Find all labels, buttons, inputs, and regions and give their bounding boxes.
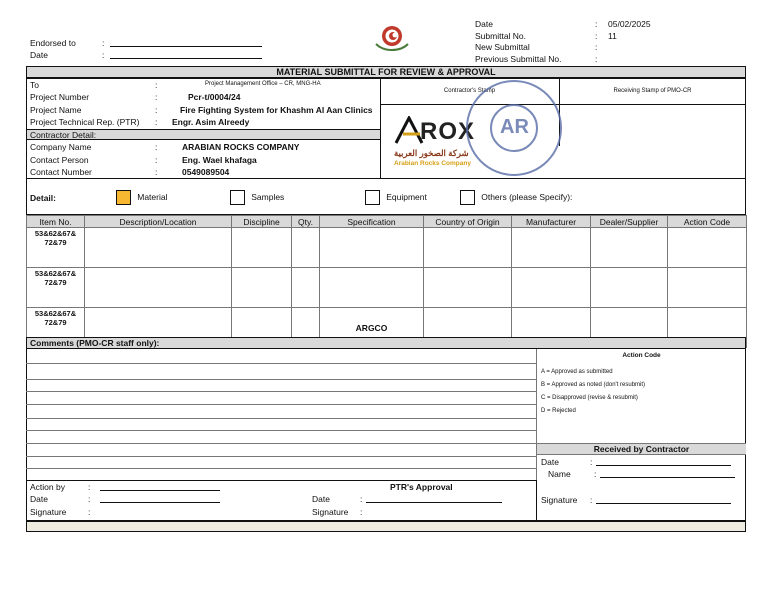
received-signature-label: Signature <box>541 495 578 505</box>
ptr-signature-label: Signature <box>312 507 349 517</box>
footer-signature-label: Signature <box>30 507 67 517</box>
project-name-value: Fire Fighting System for Khashm Al Aan Clinics <box>180 105 373 115</box>
arox-english-name: Arabian Rocks Company <box>394 160 471 167</box>
meta-colon: : <box>595 30 598 41</box>
endorsed-to-label: Endorsed to <box>30 38 76 48</box>
manufacturer-cell[interactable] <box>512 268 591 308</box>
submittal-meta-values <box>608 19 651 42</box>
detail-option-equipment[interactable] <box>365 190 427 205</box>
table-row <box>27 268 747 308</box>
ptr-signature-colon: : <box>360 507 363 517</box>
footer-right-block <box>537 480 746 521</box>
qty-cell[interactable] <box>292 268 320 308</box>
dealer-cell[interactable] <box>591 228 668 268</box>
discipline-cell[interactable] <box>232 228 292 268</box>
top-date-label: Date <box>30 50 48 60</box>
receiving-stamp-label: Receiving Stamp of PMO-CR <box>613 88 692 94</box>
qty-cell[interactable] <box>292 228 320 268</box>
equipment-checkbox[interactable] <box>365 190 380 205</box>
ptr-date-label: Date <box>312 494 330 504</box>
manufacturer-cell[interactable] <box>512 228 591 268</box>
comment-line <box>26 379 536 380</box>
comments-header <box>26 337 746 349</box>
company-seal <box>466 80 562 176</box>
contractor-detail-header <box>27 129 380 140</box>
arox-arabic-name: شركة الصخور العربية <box>394 148 469 158</box>
submittal-meta-colons <box>595 19 597 65</box>
arox-brand: ROX <box>420 118 476 145</box>
received-date-colon: : <box>590 457 593 467</box>
received-signature-colon: : <box>590 495 593 505</box>
ptr-date-colon: : <box>360 494 363 504</box>
comment-line <box>26 468 536 469</box>
received-date-label: Date <box>541 457 559 467</box>
contact-person-colon: : <box>155 155 158 165</box>
ptr-colon: : <box>155 117 158 127</box>
meta-new-submittal-label: New Submittal <box>475 42 530 52</box>
dealer-cell[interactable] <box>591 268 668 308</box>
meta-previous-submittal-label: Previous Submittal No. <box>475 53 562 64</box>
mngha-emblem-icon <box>372 24 412 52</box>
to-value: Project Management Office – CR, MNG-HA <box>205 81 321 87</box>
comment-line <box>26 443 536 444</box>
comment-line <box>26 456 536 457</box>
project-number-label: Project Number <box>30 92 90 102</box>
project-number-colon: : <box>155 92 158 102</box>
meta-colon: : <box>595 42 598 52</box>
meta-date-label: Date <box>475 19 493 29</box>
submittal-meta-labels <box>475 19 561 65</box>
contractor-stamp-label: Contractor's Stamp <box>443 88 496 94</box>
form-title: MATERIAL SUBMITTAL FOR REVIEW & APPROVAL <box>26 66 746 78</box>
bottom-strip <box>26 521 746 532</box>
contact-person-label: Contact Person <box>30 155 89 165</box>
items-table <box>26 215 747 348</box>
comment-line <box>26 404 536 405</box>
meta-date-value[interactable]: 05/02/2025 <box>608 19 651 29</box>
footer-date-colon: : <box>88 494 91 504</box>
action-by-label: Action by <box>30 482 65 492</box>
company-name-label: Company Name <box>30 142 92 152</box>
detail-option-samples[interactable] <box>230 190 284 205</box>
contact-number-value: 0549089504 <box>182 167 230 177</box>
ptr-label: Project Technical Rep. (PTR) <box>30 117 140 127</box>
detail-label: Detail: <box>30 193 56 203</box>
others-checkbox[interactable] <box>460 190 475 205</box>
col-item-no: Item No. <box>27 216 85 228</box>
action-code-title: Action Code <box>622 352 661 359</box>
comment-line <box>26 430 536 431</box>
samples-checkbox[interactable] <box>230 190 245 205</box>
col-description: Description/Location <box>85 216 232 228</box>
project-name-colon: : <box>155 105 158 115</box>
meta-submittal-no-value[interactable]: 11 <box>608 30 617 41</box>
comment-line <box>26 363 536 364</box>
meta-colon: : <box>595 53 598 64</box>
action-by-colon: : <box>88 482 91 492</box>
action-code-d: D = Rejected <box>541 408 576 414</box>
to-colon: : <box>155 80 158 90</box>
top-date-field[interactable] <box>110 49 262 59</box>
item-no-cell[interactable]: 53&62&67& 72&79 <box>27 228 85 268</box>
contact-number-colon: : <box>155 167 158 177</box>
others-label: Others (please Specify): <box>481 191 573 202</box>
action-code-legend <box>541 366 645 418</box>
divider <box>380 104 746 105</box>
footer-date-label: Date <box>30 494 48 504</box>
received-by-contractor-title: Received by Contractor <box>537 443 746 455</box>
col-qty: Qty. <box>292 216 320 228</box>
ptr-date-field[interactable] <box>366 493 502 503</box>
comments-title: Comments (PMO-CR staff only): <box>30 338 160 348</box>
contractor-detail-title: Contractor Detail: <box>30 130 97 140</box>
footer-signature-colon: : <box>88 507 91 517</box>
item-no-cell[interactable]: 53&62&67& 72&79 <box>27 268 85 308</box>
specification-cell[interactable]: ARGCO <box>320 308 424 348</box>
table-row <box>27 228 747 268</box>
description-cell[interactable] <box>85 268 232 308</box>
company-name-value: ARABIAN ROCKS COMPANY <box>182 142 300 152</box>
to-label: To <box>30 80 39 90</box>
item-no-cell[interactable]: 53&62&67& 72&79 <box>27 308 85 348</box>
col-specification: Specification <box>320 216 424 228</box>
country-cell[interactable] <box>424 268 512 308</box>
footer-date-field[interactable] <box>100 493 220 503</box>
action-code-b: B = Approved as noted (don't resubmit) <box>541 382 646 388</box>
ptr-value: Engr. Asim Alreedy <box>172 117 250 127</box>
contact-number-label: Contact Number <box>30 167 92 177</box>
meta-submittal-no-label: Submittal No. <box>475 30 527 41</box>
action-code-c: C = Disapproved (revise & resubmit) <box>541 395 638 401</box>
comment-line <box>26 391 536 392</box>
description-cell[interactable] <box>85 228 232 268</box>
col-manufacturer: Manufacturer <box>512 216 591 228</box>
received-name-field[interactable] <box>600 468 735 478</box>
comment-line <box>26 418 536 419</box>
action-code-cell[interactable] <box>668 228 747 268</box>
meta-colon: : <box>595 19 598 29</box>
received-date-field[interactable] <box>596 456 731 466</box>
action-code-cell[interactable] <box>668 268 747 308</box>
specification-cell[interactable] <box>320 228 424 268</box>
contact-person-value: Eng. Wael khafaga <box>182 155 257 165</box>
detail-option-others[interactable] <box>460 190 572 205</box>
items-table-header <box>27 216 747 228</box>
endorsed-colon: : <box>102 38 105 48</box>
col-country: Country of Origin <box>424 216 512 228</box>
top-date-colon: : <box>102 50 105 60</box>
action-code-a: A = Approved as submitted <box>541 369 613 375</box>
received-name-label: Name <box>548 469 571 479</box>
project-number-value: Pcr-t/0004/24 <box>188 92 241 102</box>
detail-option-material[interactable] <box>116 190 167 205</box>
seal-text: AR <box>500 116 529 138</box>
endorsed-to-field[interactable] <box>110 36 262 47</box>
col-dealer: Dealer/Supplier <box>591 216 668 228</box>
action-by-field[interactable] <box>100 481 220 491</box>
specification-cell[interactable] <box>320 268 424 308</box>
company-name-colon: : <box>155 142 158 152</box>
discipline-cell[interactable] <box>232 268 292 308</box>
material-checkbox[interactable] <box>116 190 131 205</box>
material-label: Material <box>137 191 168 202</box>
project-name-label: Project Name <box>30 105 82 115</box>
col-action-code: Action Code <box>668 216 747 228</box>
received-name-colon: : <box>594 469 597 479</box>
samples-label: Samples <box>251 191 285 202</box>
col-discipline: Discipline <box>232 216 292 228</box>
equipment-label: Equipment <box>386 191 427 202</box>
ptr-approval-title: PTR's Approval <box>390 482 453 492</box>
country-cell[interactable] <box>424 228 512 268</box>
